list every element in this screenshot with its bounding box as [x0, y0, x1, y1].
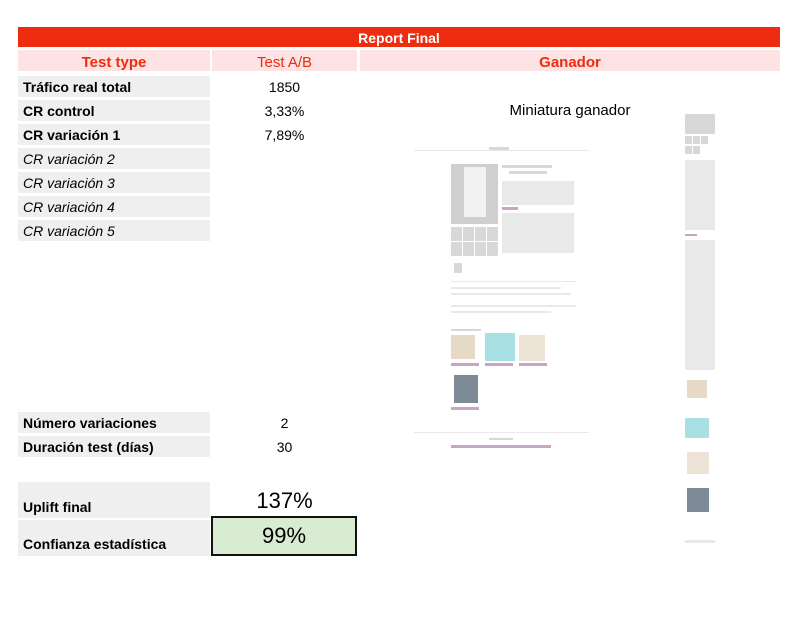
- winner-thumbnail-label: Miniatura ganador: [509, 102, 631, 119]
- label-uplift: Uplift final: [18, 482, 210, 518]
- winner-mobile-thumbnail: [683, 100, 718, 550]
- value-trafico: 1850: [268, 79, 301, 95]
- value-uplift: 137%: [256, 488, 313, 513]
- label-cr-variacion-1: CR variación 1: [18, 124, 210, 145]
- label-duracion: Duración test (días): [18, 436, 210, 457]
- label-cr-variacion-4: CR variación 4: [18, 196, 210, 217]
- label-cr-variacion-3: CR variación 3: [18, 172, 210, 193]
- label-num-variaciones: Número variaciones: [18, 412, 210, 433]
- header-test-ab: Test A/B: [212, 50, 357, 71]
- header-ganador: Ganador: [360, 50, 780, 71]
- value-confianza: 99%: [211, 516, 357, 556]
- header-test-type: Test type: [18, 50, 210, 71]
- label-cr-variacion-2: CR variación 2: [18, 148, 210, 169]
- value-duracion: 30: [276, 439, 293, 455]
- value-cr-variacion-1: 7,89%: [264, 127, 305, 143]
- value-cr-control: 3,33%: [264, 103, 305, 119]
- winner-desktop-thumbnail: [414, 145, 589, 455]
- label-confianza: Confianza estadística: [18, 520, 210, 556]
- label-cr-control: CR control: [18, 100, 210, 121]
- value-num-variaciones: 2: [280, 415, 289, 431]
- report-title-banner: Report Final: [18, 27, 780, 47]
- label-cr-variacion-5: CR variación 5: [18, 220, 210, 241]
- label-trafico: Tráfico real total: [18, 76, 210, 97]
